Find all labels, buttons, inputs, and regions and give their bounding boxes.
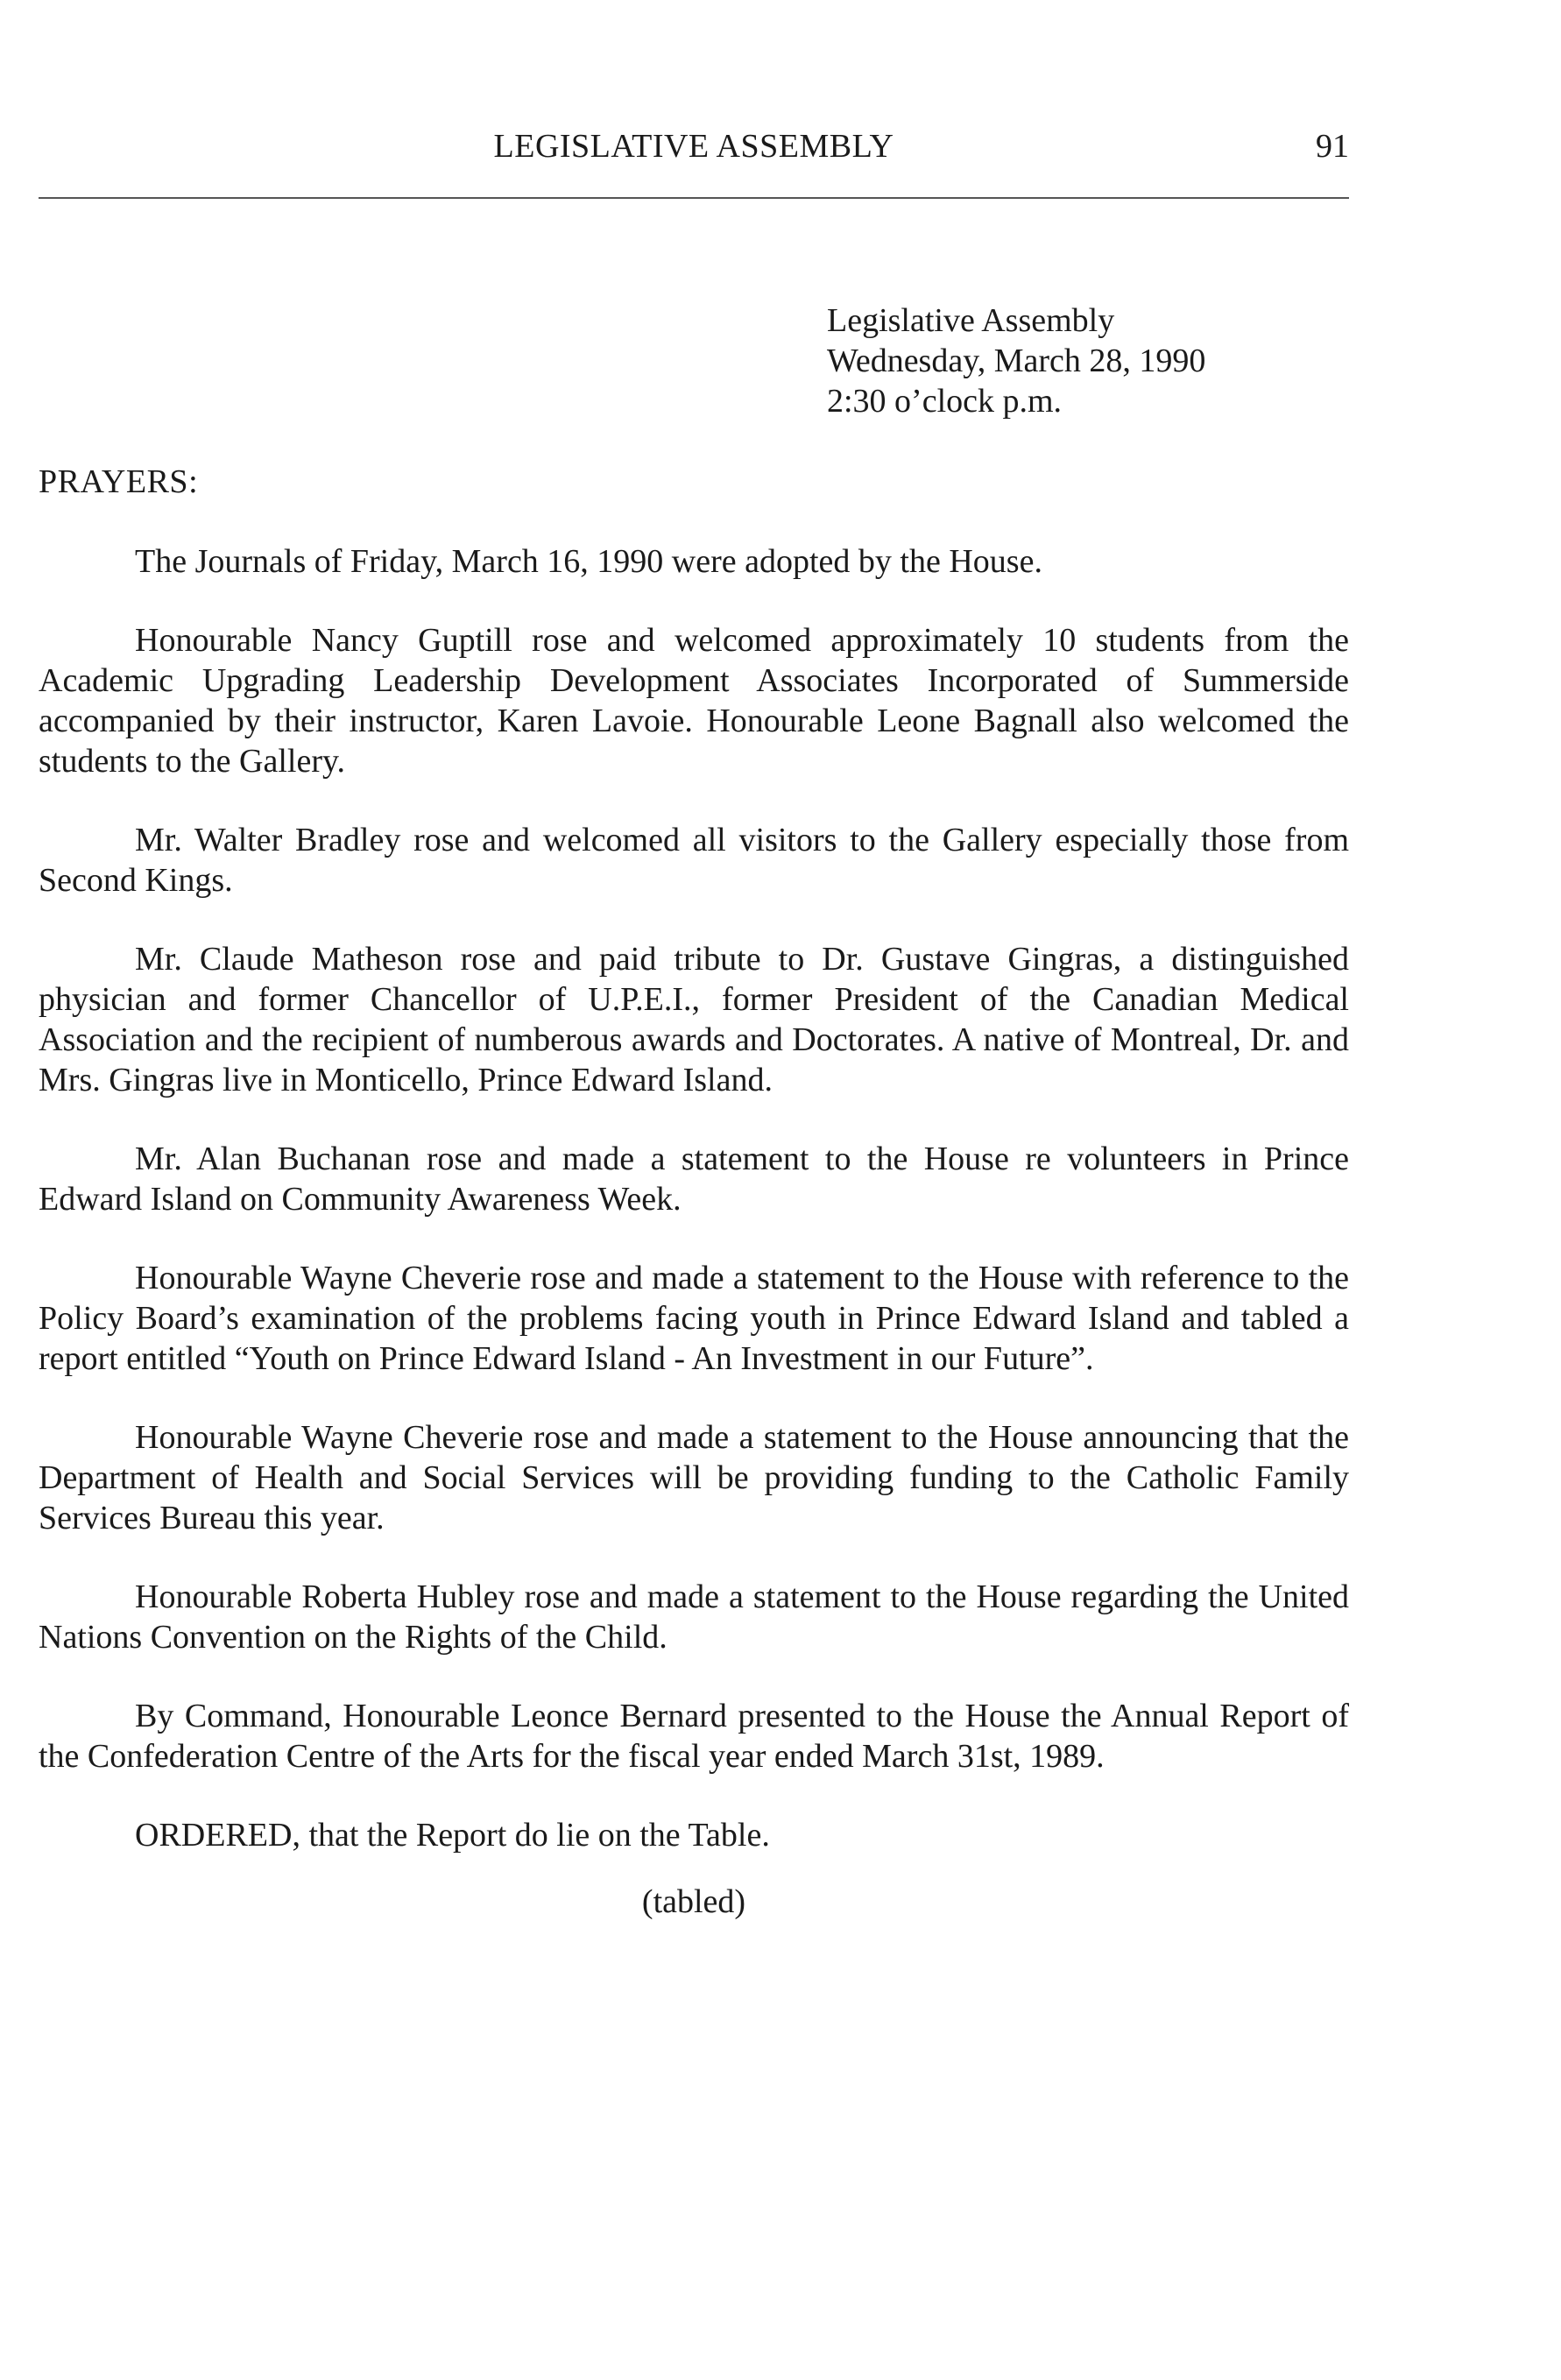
paragraph-ordered: ORDERED, that the Report do lie on the Table. — [135, 1817, 770, 1854]
paragraph-bernard-report: By Command, Honourable Leonce Bernard presented to the House the Annual Report of the Confederation Centre of the Arts for the fiscal year ended March 31st, 1989. — [39, 1698, 1349, 1775]
running-title: LEGISLATIVE ASSEMBLY — [493, 128, 894, 165]
sitting-details — [827, 300, 1205, 421]
paragraph-bradley-welcome: Mr. Walter Bradley rose and welcomed all visitors to the Gallery especially those from Second Kings. — [39, 822, 1349, 899]
journal-body — [39, 541, 1349, 1922]
prayers-label: PRAYERS: — [39, 463, 199, 500]
page-number: 91 — [1316, 128, 1349, 165]
tabled-note: (tabled) — [641, 1883, 746, 1920]
paragraph-matheson-tribute: Mr. Claude Matheson rose and paid tribute to Dr. Gustave Gingras, a distinguished physician and former Chancellor of U.P.E.I., former President of the Canadian Medical Association and the recipient of numberous awards and Doctorates. A native of Montreal, Dr. and Mrs. Gingras live in Monticello, Prince Edward Island. — [39, 941, 1349, 1098]
paragraph-hubley-statement: Honourable Roberta Hubley rose and made a statement to the House regarding the United Nations Convention on the Rights of the Child. — [39, 1578, 1349, 1656]
running-head — [39, 124, 1349, 168]
sitting-time: 2:30 o’clock p.m. — [827, 383, 1063, 420]
paragraph-buchanan-statement: Mr. Alan Buchanan rose and made a statement to the House re volunteers in Prince Edward Island on Community Awareness Week. — [39, 1141, 1349, 1218]
paragraph-cheverie-funding: Honourable Wayne Cheverie rose and made a statement to the House announcing that the Department of Health and Social Services will be providing funding to the Catholic Family Services Bureau this year. — [39, 1419, 1349, 1536]
paragraph-cheverie-youth-report: Honourable Wayne Cheverie rose and made a statement to the House with reference to the Policy Board’s examination of the problems facing youth in Prince Edward Island and tabled a report entitled “Youth on Prince Edward Island - An Investment in our Future”. — [39, 1260, 1349, 1377]
header-rule — [39, 197, 1349, 199]
paragraph-guptill-welcome: Honourable Nancy Guptill rose and welcomed approximately 10 students from the Academic Upgrading Leadership Development Associates Incorporated of Summerside accompanied by their instructor, Karen Lavoie. Honourable Leone Bagnall also welcomed the students to the Gallery. — [39, 622, 1349, 780]
sitting-date: Wednesday, March 28, 1990 — [827, 343, 1206, 379]
sitting-body: Legislative Assembly — [827, 302, 1115, 339]
paragraph-journals-adopted: The Journals of Friday, March 16, 1990 were adopted by the House. — [135, 543, 1042, 580]
